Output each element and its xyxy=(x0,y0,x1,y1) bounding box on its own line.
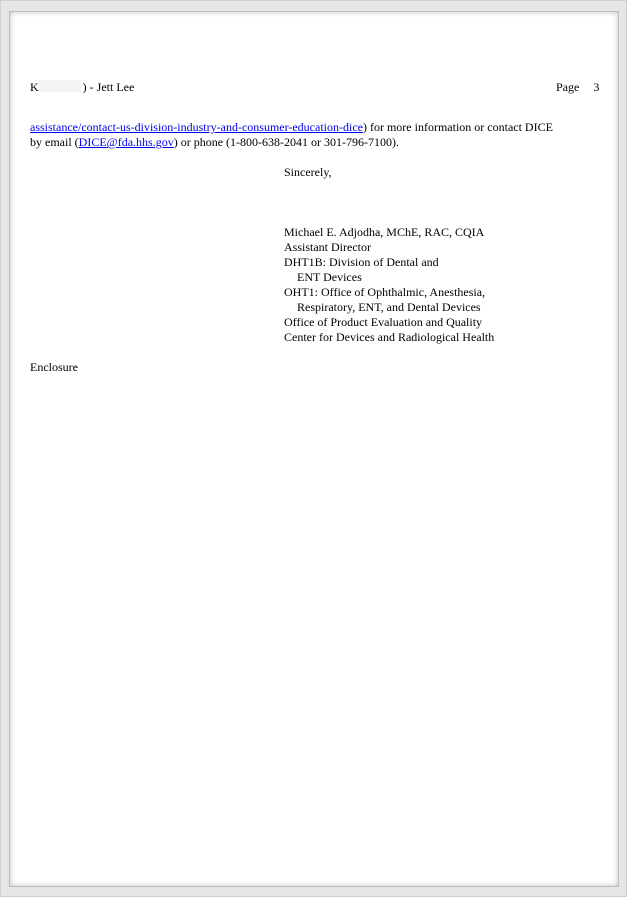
body-line-2-start: by email ( xyxy=(30,135,79,149)
closing-salutation: Sincerely, xyxy=(284,165,332,179)
dice-email-link[interactable]: DICE@fda.hhs.gov xyxy=(78,135,174,149)
signatory-name: Michael E. Adjodha, MChE, RAC, CQIA xyxy=(284,225,485,239)
page-number: 3 xyxy=(593,80,600,94)
enclosure-label: Enclosure xyxy=(30,360,78,374)
signatory-division-line-1: DHT1B: Division of Dental and xyxy=(284,255,439,269)
body-line-2-rest: ) or phone (1-800-638-2041 or 301-796-7100). xyxy=(173,135,399,149)
header-applicant xyxy=(30,80,134,95)
signatory-office-line-1: OHT1: Office of Ophthalmic, Anesthesia, xyxy=(284,285,486,299)
redaction-block xyxy=(39,80,81,92)
body-line-1 xyxy=(30,120,553,135)
header-applicant-name: ) - Jett Lee xyxy=(82,80,135,94)
page-label: Page xyxy=(556,80,580,94)
signatory-office-product: Office of Product Evaluation and Quality xyxy=(284,315,483,329)
header-page-number xyxy=(556,80,599,95)
signatory-title: Assistant Director xyxy=(284,240,371,254)
letter-page xyxy=(9,11,619,887)
signatory-division-line-2: ENT Devices xyxy=(297,270,362,284)
header-doc-prefix: K xyxy=(30,80,39,94)
signatory-center: Center for Devices and Radiological Health xyxy=(284,330,495,344)
body-line-2 xyxy=(30,135,399,150)
dice-website-link[interactable]: assistance/contact-us-division-industry-and-consumer-education-dice xyxy=(30,120,363,134)
body-line-1-rest: ) for more information or contact DICE xyxy=(362,120,553,134)
signatory-office-line-2: Respiratory, ENT, and Dental Devices xyxy=(297,300,481,314)
